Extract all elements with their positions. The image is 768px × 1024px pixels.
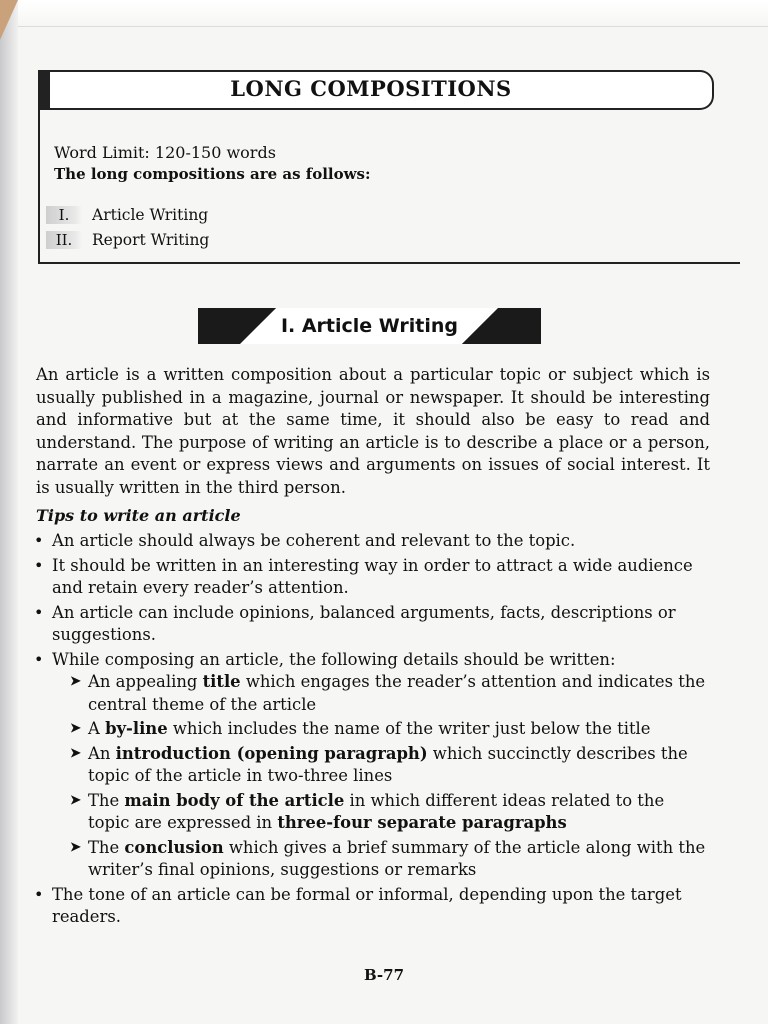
detail-item: [52, 837, 710, 882]
detail-text: which includes the name of the writer just below the title: [167, 719, 651, 738]
section-title: I. Article Writing: [280, 315, 459, 337]
detail-keyword: three-four separate paragraphs: [277, 813, 567, 832]
tip-item: [34, 649, 710, 882]
word-limit-text: Word Limit: 120-150 words: [54, 143, 276, 162]
detail-text: in which different ideas related to the topic are expressed in: [88, 790, 665, 832]
bullet-icon: •: [34, 531, 44, 550]
tip-text: It should be written in an interesting way in order to attract a wide audience and retain every reader’s attention.: [52, 555, 693, 597]
tip-text: The tone of an article can be formal or informal, depending upon the target readers.: [52, 884, 682, 926]
compositions-list-item: [46, 227, 209, 252]
long-compositions-title: LONG COMPOSITIONS: [230, 76, 512, 101]
tip-text: An article can include opinions, balanced arguments, facts, descriptions or suggestions.: [52, 602, 676, 644]
tip-item: [34, 555, 710, 600]
list-number: II.: [46, 231, 82, 249]
tip-text: While composing an article, the following details should be written:: [52, 649, 616, 669]
detail-text: The: [88, 837, 125, 857]
bullet-icon: •: [34, 602, 44, 622]
detail-text: which gives a brief summary of the article along with the writer’s final opinions, suggestions or remarks: [88, 837, 706, 879]
article-intro-paragraph: An article is a written composition about a particular topic or subject which is usually published in a magazine, journal or newspaper. It should be interesting and informative but at the same time, it should also be easy to read and understand. The purpose of writing an article is to describe a place or a person, narrate an event or express views and arguments on issues of social interest. It is usually written in the third person.: [36, 365, 710, 497]
detail-item: [52, 743, 710, 788]
tips-list: [34, 530, 710, 931]
arrow-icon: ➤: [70, 792, 81, 808]
arrow-icon: ➤: [70, 839, 81, 855]
tip-item: [34, 530, 710, 553]
detail-keyword: by-line: [105, 719, 168, 738]
compositions-list-item: [46, 202, 209, 227]
compositions-intro: The long compositions are as follows:: [54, 165, 371, 183]
detail-keyword: main body of the article: [124, 790, 345, 810]
tip-item: [34, 884, 710, 929]
detail-keyword: introduction (opening paragraph): [115, 743, 428, 763]
detail-keyword: conclusion: [124, 837, 224, 857]
page-number: B-77: [363, 966, 405, 984]
detail-text: An appealing: [88, 672, 203, 691]
tip-text: An article should always be coherent and relevant to the topic.: [52, 531, 576, 550]
list-item-label: Report Writing: [92, 230, 210, 249]
compositions-list: [46, 202, 209, 252]
detail-text: which succinctly describes the topic of the article in two-three lines: [88, 743, 688, 785]
bullet-icon: •: [34, 649, 44, 669]
bullet-icon: •: [34, 555, 44, 575]
page-top-edge: [0, 0, 768, 27]
detail-text: A: [88, 719, 106, 738]
detail-item: [52, 671, 710, 716]
detail-item: [52, 790, 710, 835]
arrow-icon: ➤: [70, 721, 81, 736]
list-number: I.: [46, 206, 82, 224]
arrow-icon: ➤: [70, 674, 81, 689]
detail-text: which engages the reader’s attention and indicates the central theme of the article: [88, 672, 706, 714]
list-item-label: Article Writing: [92, 205, 209, 224]
detail-text: The: [88, 790, 125, 810]
details-sublist: [52, 671, 710, 882]
page-binding-shadow: [0, 0, 18, 1024]
arrow-icon: ➤: [70, 745, 81, 761]
detail-item: [52, 718, 710, 741]
tip-item: [34, 602, 710, 647]
tips-heading: Tips to write an article: [36, 506, 241, 525]
detail-keyword: title: [202, 672, 241, 691]
detail-text: An: [88, 743, 116, 763]
bullet-icon: •: [34, 884, 44, 904]
